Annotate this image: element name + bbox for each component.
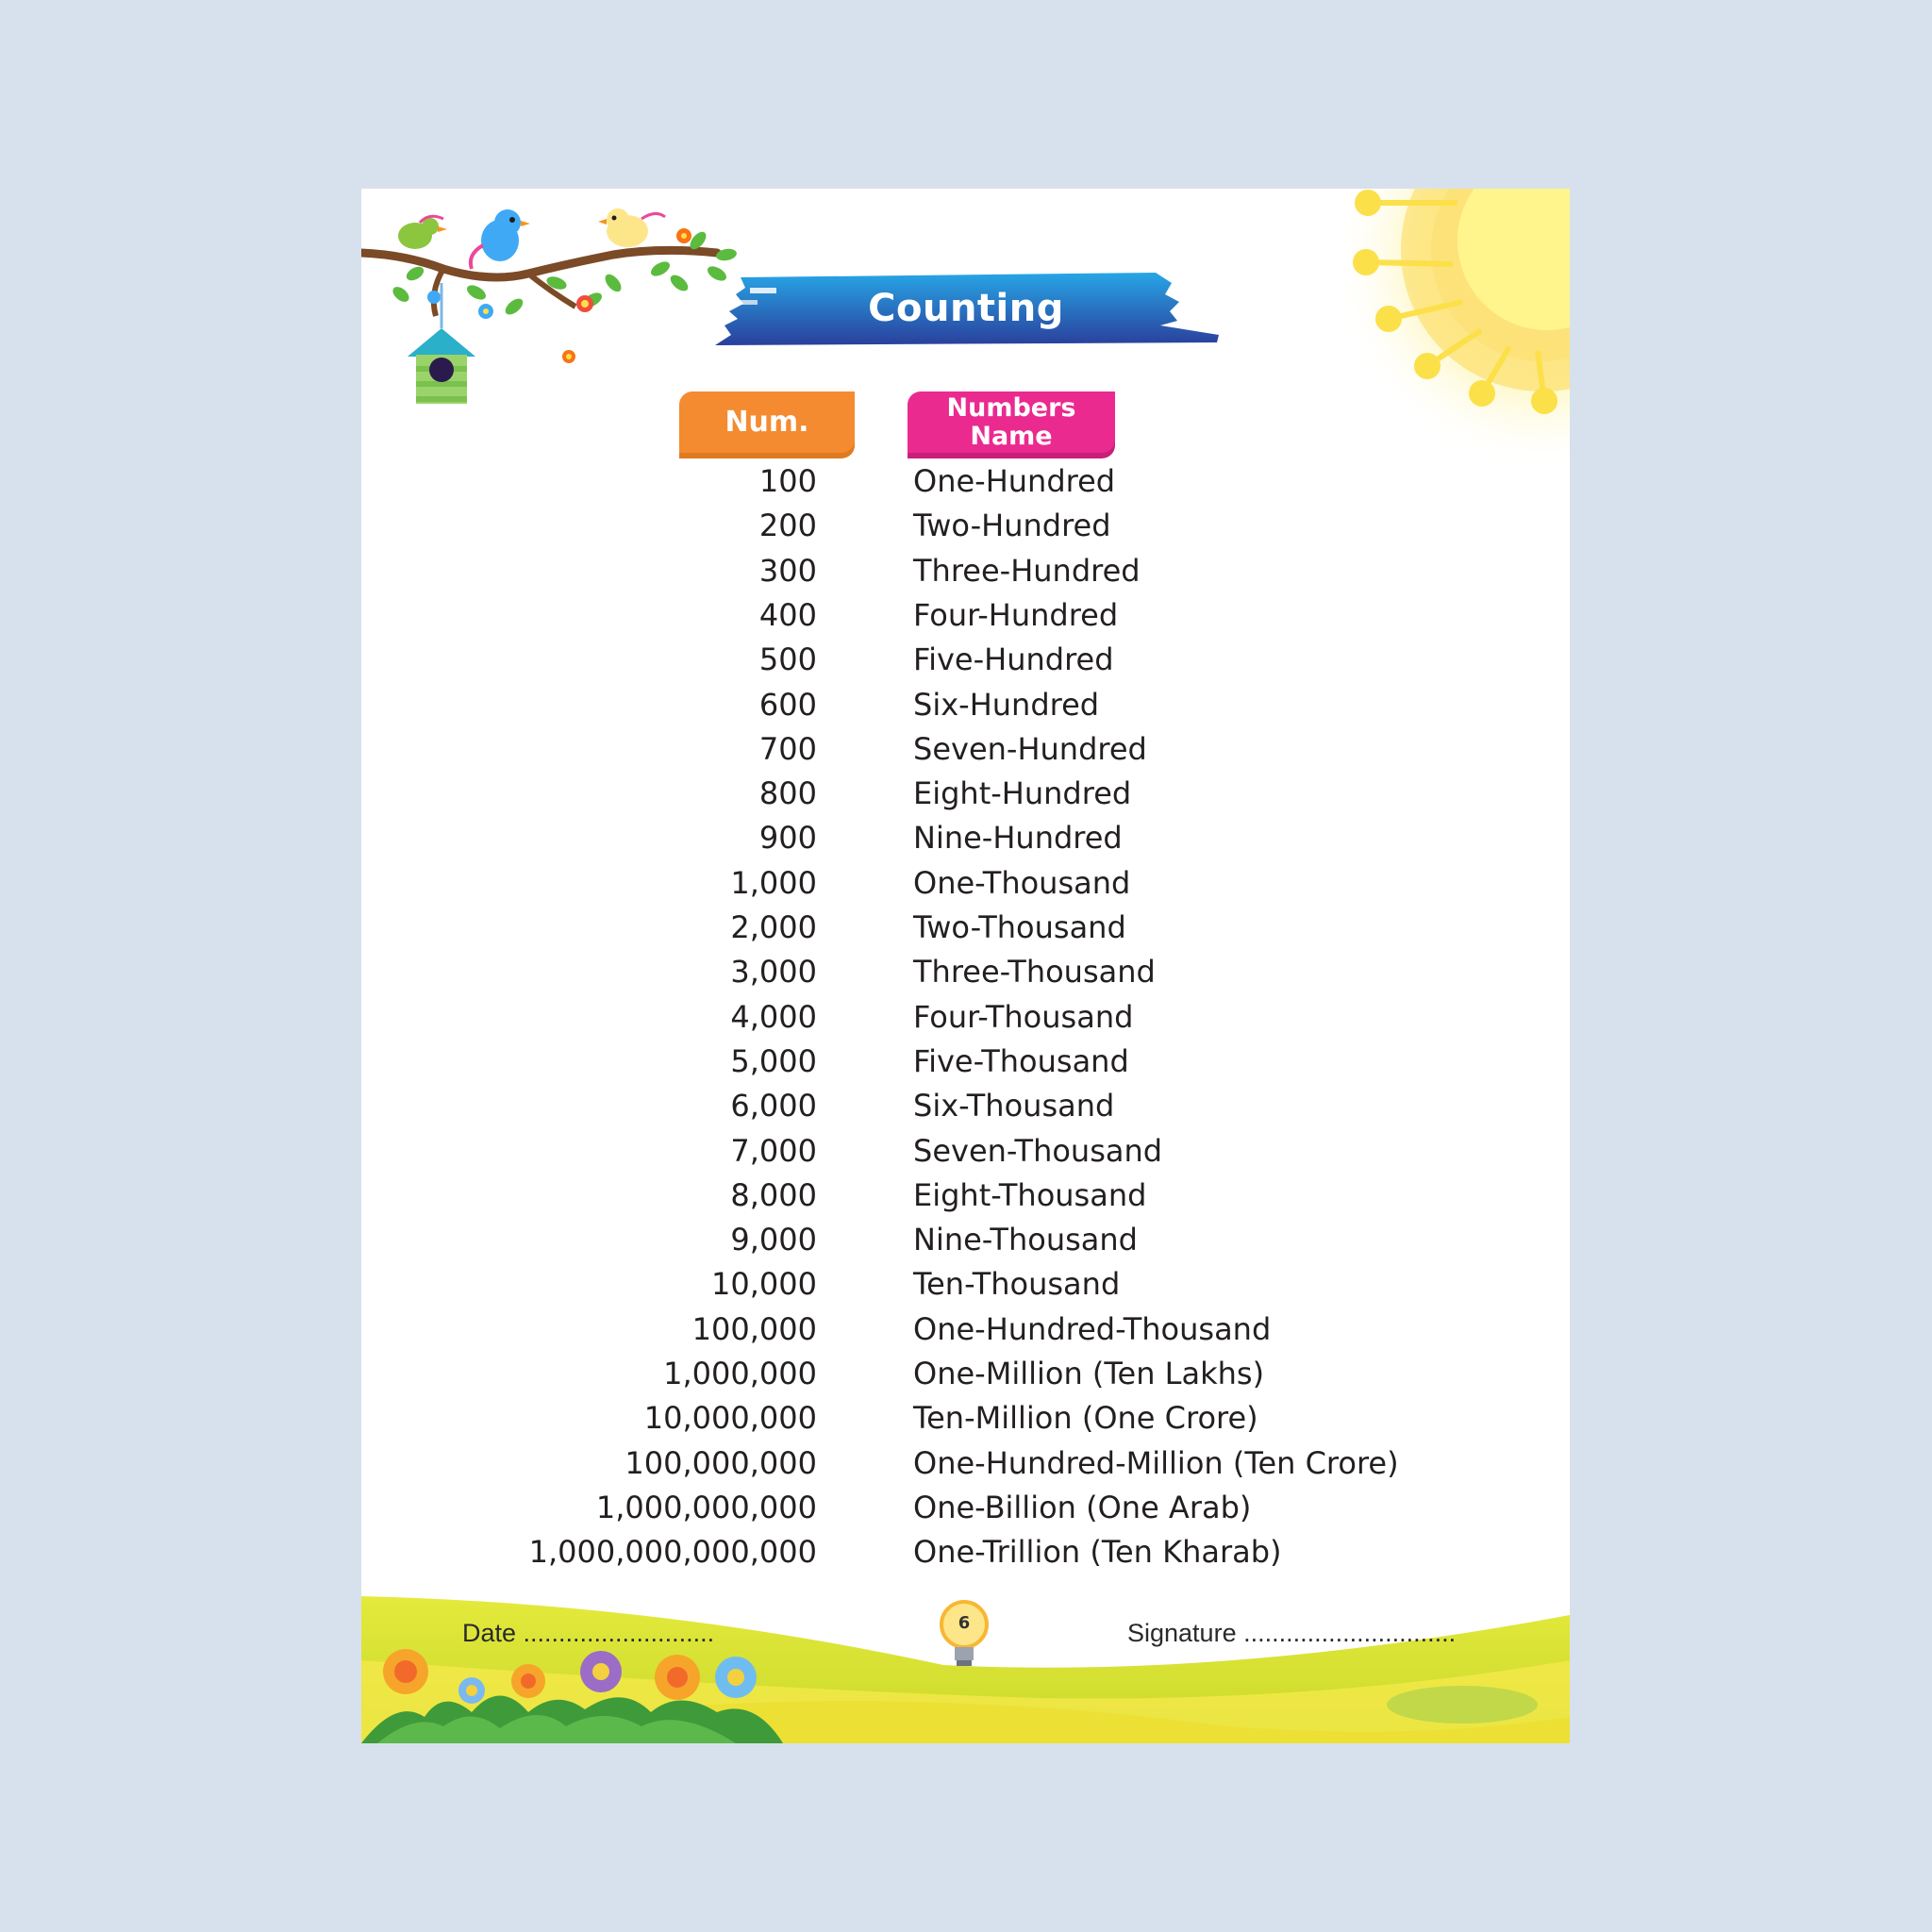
- number-name-cell: One-Billion (One Arab): [913, 1489, 1252, 1525]
- number-name-cell: Eight-Thousand: [913, 1176, 1147, 1213]
- number-cell: 900: [758, 820, 817, 857]
- date-field: Date ...........................: [462, 1619, 715, 1647]
- number-name-cell: Eight-Hundred: [913, 775, 1132, 812]
- number-name-cell: Seven-Hundred: [913, 730, 1147, 767]
- number-cell: 100,000: [691, 1310, 817, 1347]
- branch-with-birds: [361, 208, 738, 404]
- number-name-cell: Five-Hundred: [913, 641, 1114, 678]
- table-row: [0, 954, 1932, 998]
- number-name-cell: One-Hundred-Thousand: [913, 1310, 1272, 1347]
- table-row: [0, 1043, 1932, 1088]
- number-cell: 700: [758, 730, 817, 767]
- table-row: [0, 999, 1932, 1043]
- number-name-cell: Four-Thousand: [913, 998, 1134, 1035]
- number-name-cell: Seven-Thousand: [913, 1132, 1163, 1169]
- number-cell: 1,000,000,000: [595, 1489, 817, 1525]
- number-name-cell: Ten-Million (One Crore): [913, 1400, 1258, 1437]
- table-row: [0, 865, 1932, 909]
- table-row: [0, 909, 1932, 954]
- number-cell: 10,000: [711, 1266, 817, 1303]
- number-cell: 200: [758, 508, 817, 544]
- table-row: [0, 1356, 1932, 1400]
- number-cell: 800: [758, 775, 817, 812]
- number-cell: 7,000: [730, 1132, 817, 1169]
- table-row: [0, 820, 1932, 864]
- numbers-name-column-header: [908, 391, 1115, 453]
- table-row: [0, 641, 1932, 686]
- number-cell: 100,000,000: [625, 1444, 817, 1481]
- table-row: [0, 508, 1932, 552]
- table-row: [0, 1311, 1932, 1356]
- table-row: [0, 1445, 1932, 1490]
- number-name-cell: Five-Thousand: [913, 1042, 1129, 1079]
- number-name-cell: One-Thousand: [913, 864, 1131, 901]
- table-row: [0, 463, 1932, 508]
- number-cell: 1,000,000: [663, 1356, 817, 1391]
- page-title: Counting: [868, 287, 1064, 330]
- number-name-cell: Six-Thousand: [913, 1088, 1115, 1124]
- number-cell: 1,000: [730, 864, 817, 901]
- table-row: [0, 1088, 1932, 1132]
- number-name-cell: Four-Hundred: [913, 596, 1119, 633]
- table-row: [0, 1133, 1932, 1177]
- number-cell: 500: [758, 641, 817, 678]
- number-cell: 8,000: [730, 1176, 817, 1213]
- number-name-cell: One-Trillion (Ten Kharab): [913, 1534, 1282, 1571]
- table-row: [0, 553, 1932, 597]
- number-name-cell: Three-Hundred: [913, 552, 1141, 589]
- table-row: [0, 1266, 1932, 1310]
- table-row: [0, 1222, 1932, 1266]
- numbers-name-header-line2: Name: [970, 422, 1053, 451]
- number-name-cell: Three-Thousand: [913, 954, 1156, 991]
- number-cell: 3,000: [730, 954, 817, 991]
- table-row: [0, 1177, 1932, 1222]
- number-cell: 1,000,000,000,000: [528, 1534, 817, 1571]
- num-column-header: Num.: [679, 391, 855, 453]
- number-cell: 5,000: [730, 1042, 817, 1079]
- number-name-cell: One-Hundred-Million (Ten Crore): [913, 1444, 1399, 1481]
- number-cell: 6,000: [730, 1088, 817, 1124]
- number-name-cell: Nine-Hundred: [913, 820, 1123, 857]
- number-cell: 300: [758, 552, 817, 589]
- number-cell: 600: [758, 686, 817, 723]
- number-cell: 10,000,000: [643, 1400, 817, 1437]
- number-name-cell: One-Million (Ten Lakhs): [913, 1356, 1265, 1391]
- number-cell: 9,000: [730, 1222, 817, 1258]
- number-cell: 100: [758, 463, 817, 499]
- number-cell: 2,000: [730, 909, 817, 945]
- number-name-cell: Ten-Thousand: [913, 1266, 1121, 1303]
- table-row: [0, 687, 1932, 731]
- bird-icon: [471, 209, 530, 269]
- bird-icon: [598, 208, 665, 247]
- table-row: [0, 775, 1932, 820]
- number-cell: 400: [758, 596, 817, 633]
- signature-field: Signature ..............................: [1127, 1619, 1457, 1647]
- table-row: [0, 1534, 1932, 1578]
- number-name-cell: Six-Hundred: [913, 686, 1100, 723]
- table-row: [0, 1400, 1932, 1444]
- number-name-cell: Two-Thousand: [913, 909, 1126, 945]
- number-name-cell: One-Hundred: [913, 463, 1116, 499]
- sun-icon: [1330, 38, 1764, 472]
- number-cell: 4,000: [730, 998, 817, 1035]
- table-row: [0, 1490, 1932, 1534]
- table-row: [0, 597, 1932, 641]
- table-row: [0, 731, 1932, 775]
- page-number: 6: [958, 1613, 971, 1633]
- bird-icon: [398, 216, 447, 249]
- birdhouse-icon: [408, 283, 475, 404]
- number-name-cell: Nine-Thousand: [913, 1222, 1138, 1258]
- numbers-name-header-line1: Numbers: [946, 393, 1076, 423]
- number-name-cell: Two-Hundred: [913, 508, 1111, 544]
